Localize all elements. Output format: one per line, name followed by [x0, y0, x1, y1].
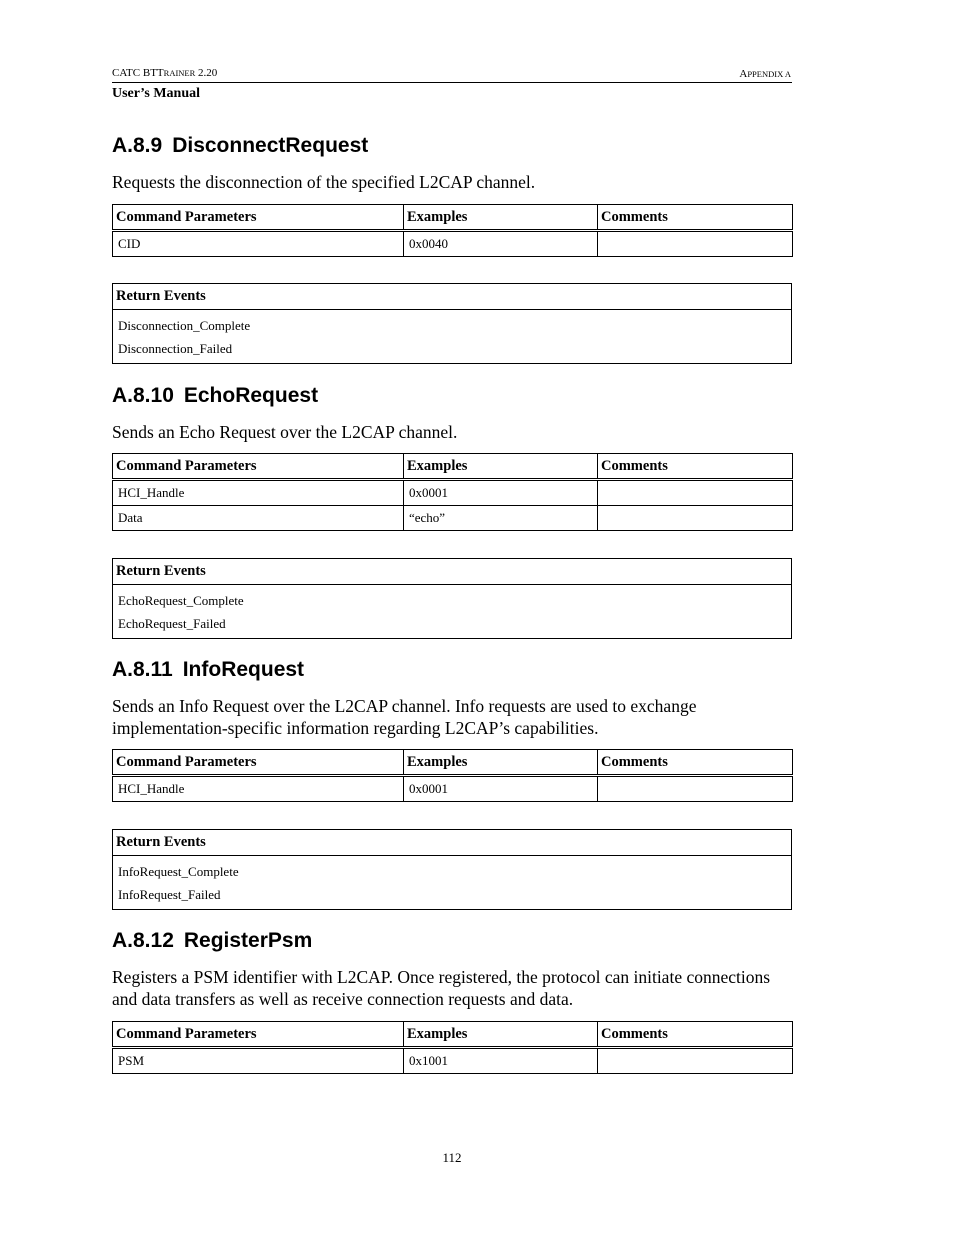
col-header-return-events: Return Events: [113, 559, 792, 585]
list-item: EchoRequest_Failed: [118, 616, 226, 631]
col-header-return-events: Return Events: [113, 830, 792, 856]
col-header-return-events: Return Events: [113, 284, 792, 310]
param-example: 0x0001: [404, 776, 598, 802]
param-name: HCI_Handle: [113, 776, 404, 802]
col-header-examples: Examples: [404, 750, 598, 776]
return-events-table: [112, 829, 792, 910]
running-header-title: CATC BTTRAINER 2.20: [112, 67, 218, 79]
param-example: 0x1001: [404, 1048, 598, 1074]
col-header-comments: Comments: [598, 1022, 793, 1048]
list-item: InfoRequest_Complete: [118, 864, 239, 879]
section-description: Sends an Echo Request over the L2CAP channel.: [112, 422, 458, 442]
section-description: Requests the disconnection of the specified L2CAP channel.: [112, 172, 536, 192]
param-example: “echo”: [404, 506, 598, 531]
section-description: Sends an Info Request over the L2CAP channel. Info requests are used to exchange implementation-specific information regarding L2CAP’s capabilities.: [112, 696, 697, 738]
table-row: [113, 1048, 793, 1074]
col-header-examples: Examples: [404, 454, 598, 480]
command-parameters-table: [112, 1021, 793, 1074]
col-header-comments: Comments: [598, 750, 793, 776]
table-row: [113, 231, 793, 257]
param-name: HCI_Handle: [113, 480, 404, 506]
list-item: Disconnection_Complete: [118, 318, 251, 333]
section-heading-disconnect-request: A.8.9 DisconnectRequest: [112, 134, 369, 157]
col-header-params: Command Parameters: [113, 1022, 404, 1048]
col-header-params: Command Parameters: [113, 454, 404, 480]
section-heading-info-request: A.8.11 InfoRequest: [112, 658, 305, 681]
command-parameters-table: [112, 749, 793, 802]
return-events-table: [112, 558, 792, 639]
param-comment: [598, 231, 793, 257]
col-header-params: Command Parameters: [113, 205, 404, 231]
command-parameters-table: [112, 204, 793, 257]
param-example: 0x0001: [404, 480, 598, 506]
param-comment: [598, 480, 793, 506]
header-rule: [112, 82, 792, 83]
command-parameters-table: [112, 453, 793, 531]
col-header-comments: Comments: [598, 205, 793, 231]
param-name: CID: [113, 231, 404, 257]
events-cell: [113, 856, 792, 910]
param-comment: [598, 1048, 793, 1074]
running-header-manual: User’s Manual: [112, 86, 201, 101]
running-header-appendix: APPENDIX A: [739, 68, 791, 80]
param-comment: [598, 776, 793, 802]
param-example: 0x0040: [404, 231, 598, 257]
list-item: Disconnection_Failed: [118, 341, 233, 356]
section-description: Registers a PSM identifier with L2CAP. Once registered, the protocol can initiate connections and data transfers as well as receive connection requests and data.: [112, 967, 771, 1009]
list-item: InfoRequest_Failed: [118, 887, 221, 902]
col-header-examples: Examples: [404, 1022, 598, 1048]
return-events-table: [112, 283, 792, 364]
table-row: [113, 506, 793, 531]
param-comment: [598, 506, 793, 531]
col-header-params: Command Parameters: [113, 750, 404, 776]
section-heading-register-psm: A.8.12 RegisterPsm: [112, 929, 313, 952]
param-name: PSM: [113, 1048, 404, 1074]
table-row: [113, 480, 793, 506]
section-heading-echo-request: A.8.10 EchoRequest: [112, 384, 319, 407]
param-name: Data: [113, 506, 404, 531]
events-cell: [113, 585, 792, 639]
list-item: EchoRequest_Complete: [118, 593, 244, 608]
table-row: [113, 776, 793, 802]
events-cell: [113, 310, 792, 364]
col-header-comments: Comments: [598, 454, 793, 480]
col-header-examples: Examples: [404, 205, 598, 231]
page-number: 112: [442, 1150, 462, 1165]
